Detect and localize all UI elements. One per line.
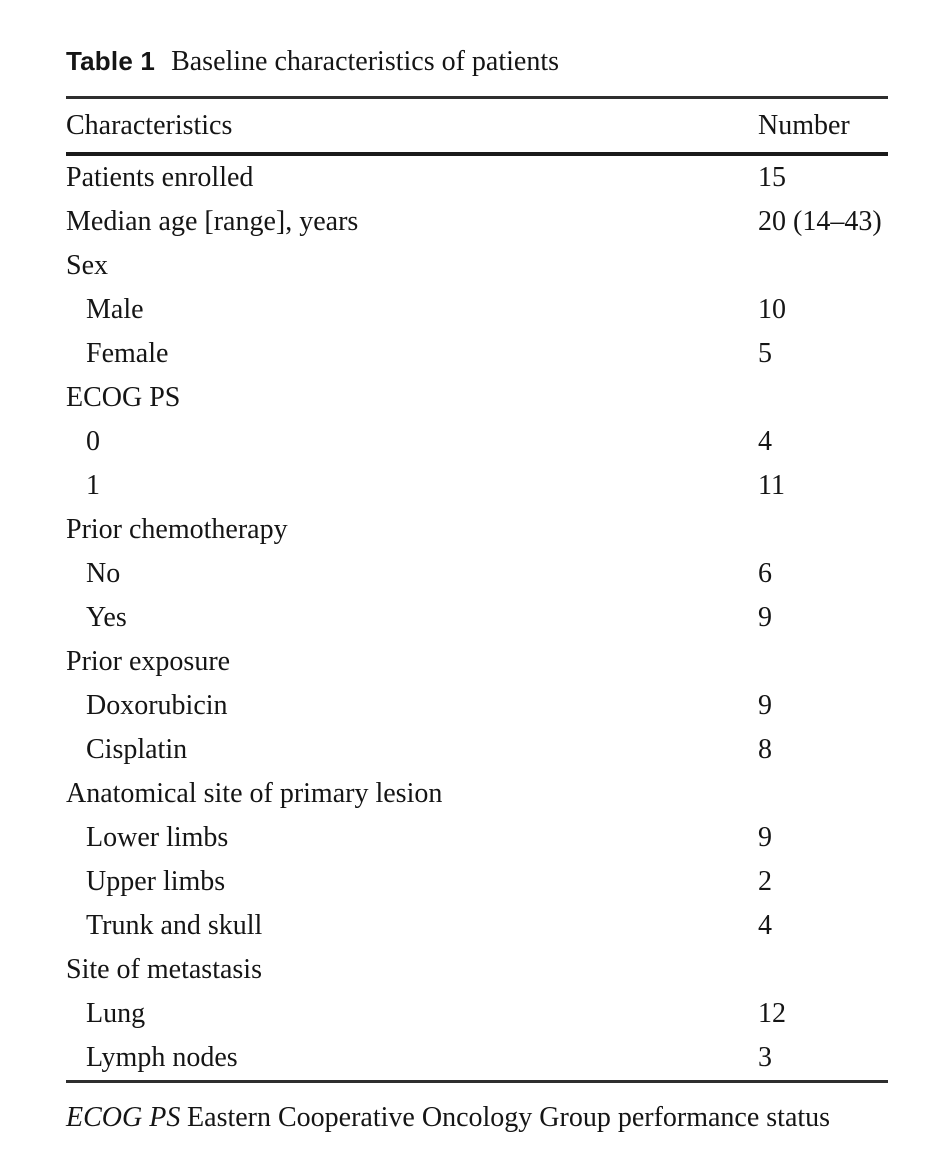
row-label: No [86,558,121,589]
table-row [66,816,888,860]
row-value: 9 [758,602,772,633]
row-value: 5 [758,338,772,369]
table-caption: Baseline characteristics of patients [171,46,560,77]
table-row [66,552,888,596]
row-value: 12 [758,998,786,1029]
row-label: 0 [86,426,100,457]
row-value: 9 [758,690,772,721]
footnote-text: Eastern Cooperative Oncology Group performance status [187,1102,831,1133]
row-label: Upper limbs [86,866,226,897]
table-row [66,904,888,948]
row-value: 4 [758,426,772,457]
row-value: 11 [758,470,785,501]
table-row [66,948,888,992]
row-label: Lung [86,998,146,1029]
table-number-label: Table 1 [66,46,156,76]
table-row [66,684,888,728]
row-label: Site of metastasis [66,954,262,985]
row-value: 2 [758,866,772,897]
row-label: Cisplatin [86,734,188,765]
table-row [66,464,888,508]
table-row [66,420,888,464]
table-row [66,200,888,244]
row-value: 10 [758,294,786,325]
table-row [66,332,888,376]
table-row [66,860,888,904]
baseline-characteristics-table [66,46,888,1134]
row-label: Patients enrolled [66,162,254,193]
table-row [66,728,888,772]
row-label: Lower limbs [86,822,229,853]
row-label: Prior chemotherapy [66,514,288,545]
table-row [66,772,888,816]
row-label: ECOG PS [66,382,181,413]
row-value: 6 [758,558,772,589]
row-label: Doxorubicin [86,690,228,721]
table-row [66,508,888,552]
table-caption-line [66,46,888,78]
column-header-number: Number [758,109,850,141]
row-value: 9 [758,822,772,853]
column-header-characteristics: Characteristics [66,109,233,141]
row-value: 4 [758,910,772,941]
row-label: Yes [86,602,127,633]
table-footnote [66,1102,888,1134]
row-value: 15 [758,162,786,193]
table-row [66,596,888,640]
table-row [66,288,888,332]
row-label: 1 [86,470,100,501]
row-value: 8 [758,734,772,765]
table-row [66,244,888,288]
row-label: Median age [range], years [66,206,359,237]
bottom-rule [66,1080,888,1083]
row-label: Female [86,338,169,369]
row-value: 20 (14–43) [758,206,882,237]
footnote-abbreviation: ECOG PS [66,1102,181,1133]
table-row [66,1036,888,1080]
table-row [66,376,888,420]
row-label: Sex [66,250,108,281]
table-row [66,640,888,684]
row-label: Lymph nodes [86,1042,238,1073]
table-row [66,156,888,200]
row-label: Male [86,294,144,325]
row-label: Anatomical site of primary lesion [66,778,443,809]
table-header-row [66,99,888,152]
row-value: 3 [758,1042,772,1073]
table-body [66,156,888,1080]
row-label: Prior exposure [66,646,231,677]
row-label: Trunk and skull [86,910,263,941]
table-row [66,992,888,1036]
